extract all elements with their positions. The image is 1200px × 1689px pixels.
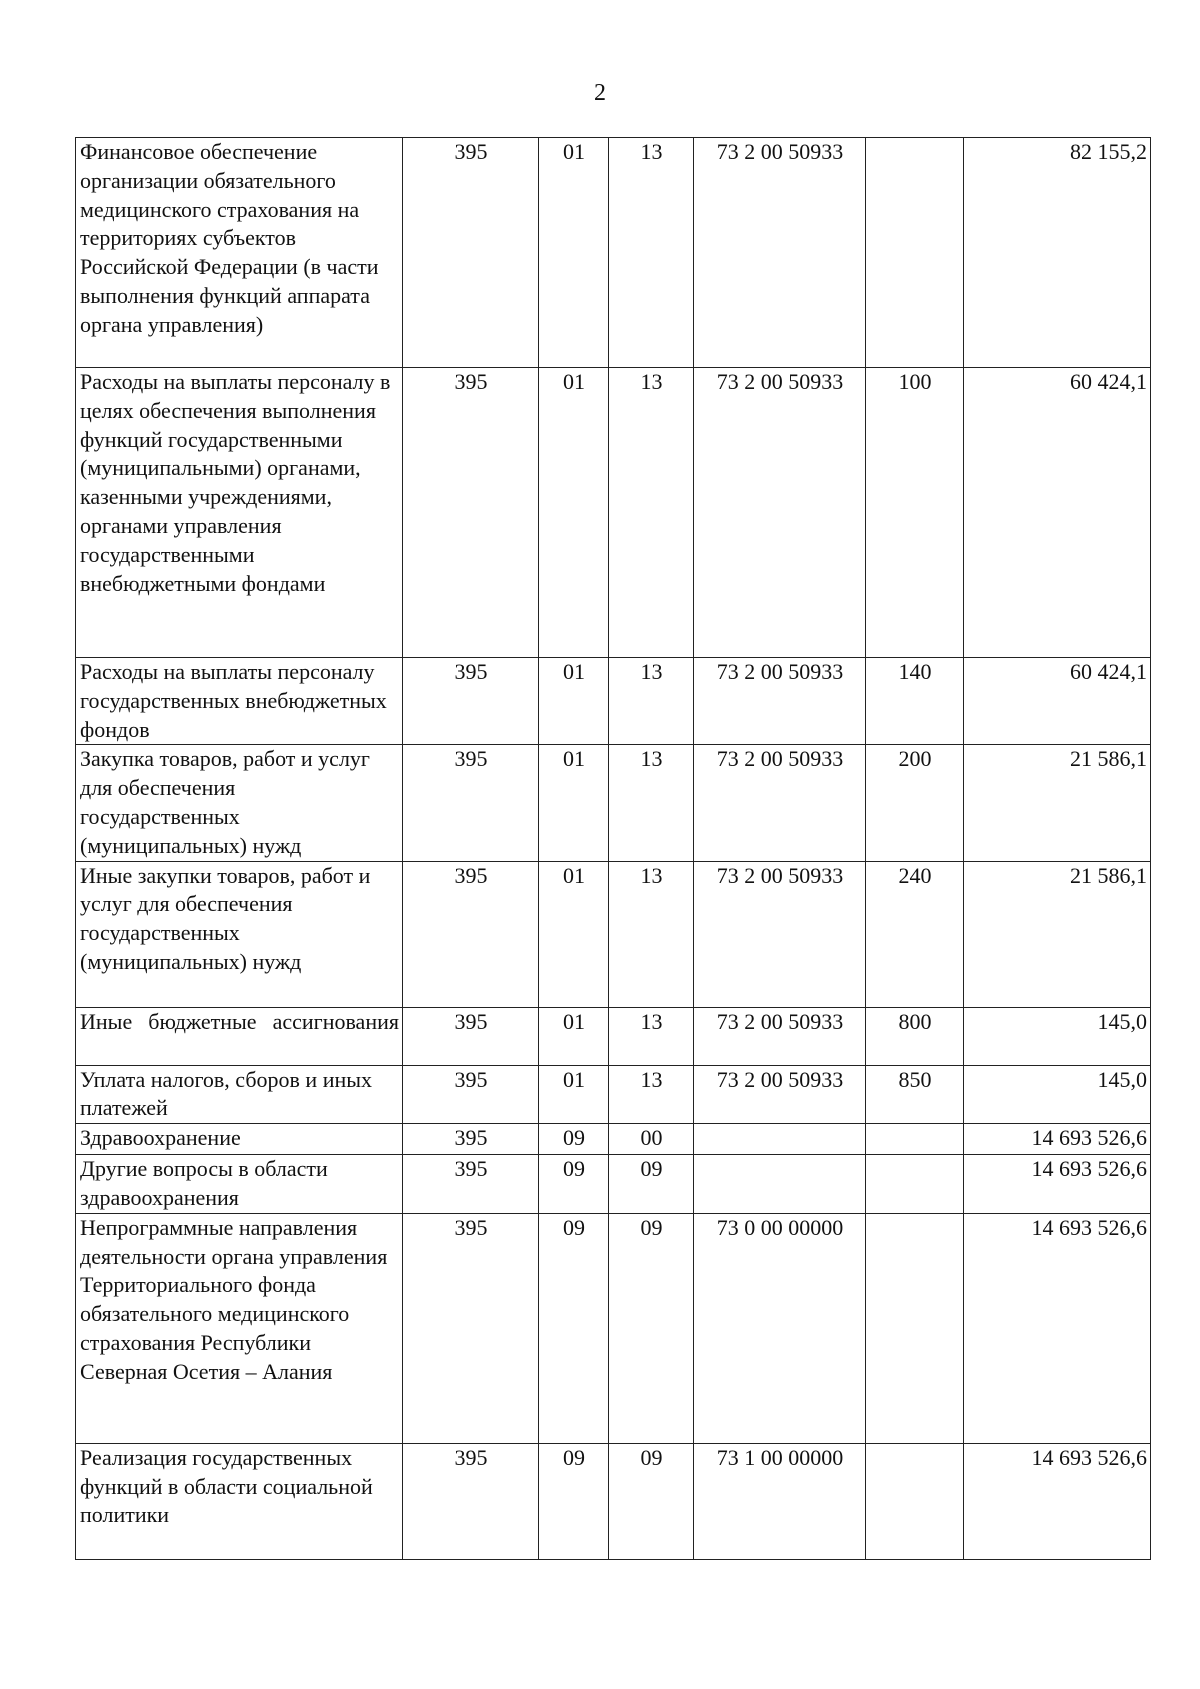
row-name: Закупка товаров, работ и услуг для обеспечения государственных (муниципальных) нужд: [76, 745, 403, 861]
row-grbs: 395: [403, 1213, 539, 1443]
row-subsection: 13: [609, 1065, 694, 1124]
row-sum: 60 424,1: [964, 658, 1151, 745]
row-expense-type: 240: [866, 861, 964, 1007]
row-section: 01: [539, 1007, 609, 1065]
row-subsection: 13: [609, 861, 694, 1007]
row-name: Финансовое обеспечение организации обязательного медицинского страхования на территориях субъектов Российской Федерации (в части выполнения функций аппарата органа управления): [76, 138, 403, 368]
row-section: 09: [539, 1155, 609, 1214]
page-number: 2: [594, 80, 606, 106]
row-target-article: [694, 1155, 866, 1214]
row-name: Уплата налогов, сборов и иных платежей: [76, 1065, 403, 1124]
row-grbs: 395: [403, 138, 539, 368]
row-expense-type: 140: [866, 658, 964, 745]
row-target-article: 73 2 00 50933: [694, 861, 866, 1007]
table-row: [76, 658, 1151, 745]
row-target-article: 73 2 00 50933: [694, 745, 866, 861]
row-target-article: 73 2 00 50933: [694, 1065, 866, 1124]
row-section: 09: [539, 1213, 609, 1443]
row-grbs: 395: [403, 1155, 539, 1214]
row-sum: 21 586,1: [964, 861, 1151, 1007]
row-subsection: 13: [609, 745, 694, 861]
table-row: [76, 1124, 1151, 1155]
row-section: 01: [539, 658, 609, 745]
row-sum: 14 693 526,6: [964, 1443, 1151, 1559]
table-row: [76, 1065, 1151, 1124]
table-row: [76, 368, 1151, 658]
row-name: Здравоохранение: [76, 1124, 403, 1155]
row-grbs: 395: [403, 658, 539, 745]
row-subsection: 00: [609, 1124, 694, 1155]
row-sum: 145,0: [964, 1007, 1151, 1065]
row-section: 01: [539, 368, 609, 658]
row-name: Расходы на выплаты персоналу в целях обеспечения выполнения функций государственными (муниципальными) органами, казенными учреждениями, органами управления государственными внебюджетными фондами: [76, 368, 403, 658]
row-expense-type: 200: [866, 745, 964, 861]
table-row: [76, 1155, 1151, 1214]
row-name: Реализация государственных функций в области социальной политики: [76, 1443, 403, 1559]
row-sum: 60 424,1: [964, 368, 1151, 658]
row-target-article: [694, 1124, 866, 1155]
table-row: [76, 745, 1151, 861]
row-section: 01: [539, 745, 609, 861]
row-expense-type: [866, 138, 964, 368]
budget-table: [75, 137, 1151, 1560]
row-subsection: 13: [609, 138, 694, 368]
row-section: 09: [539, 1443, 609, 1559]
row-target-article: 73 2 00 50933: [694, 1007, 866, 1065]
row-expense-type: [866, 1155, 964, 1214]
row-sum: 14 693 526,6: [964, 1124, 1151, 1155]
row-sum: 21 586,1: [964, 745, 1151, 861]
row-section: 01: [539, 1065, 609, 1124]
row-sum: 145,0: [964, 1065, 1151, 1124]
table-row: [76, 1213, 1151, 1443]
row-expense-type: 100: [866, 368, 964, 658]
row-grbs: 395: [403, 1007, 539, 1065]
row-target-article: 73 1 00 00000: [694, 1443, 866, 1559]
row-target-article: 73 2 00 50933: [694, 138, 866, 368]
row-subsection: 09: [609, 1443, 694, 1559]
table-row: [76, 1443, 1151, 1559]
row-grbs: 395: [403, 745, 539, 861]
row-subsection: 13: [609, 1007, 694, 1065]
row-grbs: 395: [403, 368, 539, 658]
row-name: Иные бюджетные ассигнования: [76, 1007, 403, 1065]
row-subsection: 09: [609, 1155, 694, 1214]
row-grbs: 395: [403, 861, 539, 1007]
table-row: [76, 861, 1151, 1007]
row-sum: 14 693 526,6: [964, 1213, 1151, 1443]
row-section: 01: [539, 138, 609, 368]
row-expense-type: 800: [866, 1007, 964, 1065]
table-row: [76, 138, 1151, 368]
row-expense-type: [866, 1213, 964, 1443]
row-subsection: 13: [609, 368, 694, 658]
row-target-article: 73 0 00 00000: [694, 1213, 866, 1443]
row-target-article: 73 2 00 50933: [694, 368, 866, 658]
row-expense-type: [866, 1124, 964, 1155]
row-section: 01: [539, 861, 609, 1007]
row-name: Непрограммные направления деятельности органа управления Территориального фонда обязательного медицинского страхования Республики Северная Осетия – Алания: [76, 1213, 403, 1443]
row-subsection: 13: [609, 658, 694, 745]
row-sum: 14 693 526,6: [964, 1155, 1151, 1214]
row-name: Другие вопросы в области здравоохранения: [76, 1155, 403, 1214]
row-target-article: 73 2 00 50933: [694, 658, 866, 745]
row-sum: 82 155,2: [964, 138, 1151, 368]
row-subsection: 09: [609, 1213, 694, 1443]
row-name: Иные закупки товаров, работ и услуг для обеспечения государственных (муниципальных) нужд: [76, 861, 403, 1007]
table-row: [76, 1007, 1151, 1065]
row-expense-type: 850: [866, 1065, 964, 1124]
row-name: Расходы на выплаты персоналу государственных внебюджетных фондов: [76, 658, 403, 745]
row-grbs: 395: [403, 1065, 539, 1124]
row-expense-type: [866, 1443, 964, 1559]
row-grbs: 395: [403, 1443, 539, 1559]
row-section: 09: [539, 1124, 609, 1155]
row-grbs: 395: [403, 1124, 539, 1155]
